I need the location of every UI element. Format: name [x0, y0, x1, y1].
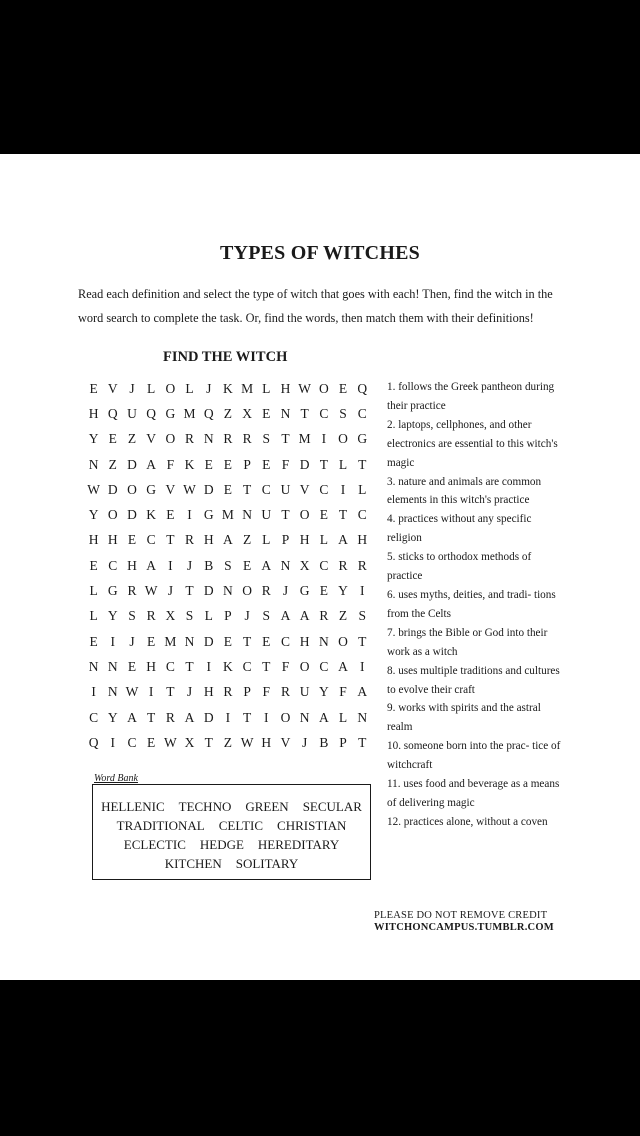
grid-letter: T	[300, 405, 309, 421]
grid-letter: L	[319, 532, 328, 548]
grid-letter: N	[223, 583, 233, 599]
grid-letter: M	[183, 405, 196, 421]
definition-item: 10. someone born into the prac- tice of witchcraft	[387, 740, 561, 772]
grid-letter: Q	[107, 405, 118, 421]
grid-letter: H	[88, 405, 99, 421]
grid-letter: P	[243, 684, 251, 700]
grid-letter: E	[223, 481, 233, 497]
grid-letter: N	[88, 658, 99, 674]
grid-letter: S	[358, 608, 366, 624]
grid-letter: B	[204, 557, 214, 573]
grid-letter: C	[108, 557, 118, 573]
grid-letter: F	[339, 684, 347, 700]
word-bank-word: HELLENIC	[101, 799, 165, 814]
grid-letter: L	[262, 532, 271, 548]
grid-letter: J	[186, 557, 193, 573]
grid-letter: I	[187, 507, 192, 523]
grid-row	[84, 477, 372, 502]
grid-letter: Y	[107, 709, 118, 725]
instructions-text: Read each definition and select the type of witch that goes with each! Then, find the witch in the word search to complete the task. Or, find the words, then match them with their definitions!	[78, 287, 553, 325]
grid-letter: S	[262, 431, 271, 447]
grid-letter: H	[107, 532, 118, 548]
grid-letter: P	[243, 456, 251, 472]
grid-letter: C	[357, 507, 367, 523]
grid-letter: G	[299, 583, 310, 599]
grid-letter: X	[299, 557, 310, 573]
grid-letter: H	[261, 734, 272, 750]
grid-letter: T	[147, 709, 156, 725]
definition-item: 5. sticks to orthodox methods of practice	[387, 551, 532, 583]
word-search-grid	[84, 376, 372, 755]
grid-letter: A	[223, 532, 233, 548]
grid-row	[84, 502, 372, 527]
grid-letter: H	[88, 532, 99, 548]
grid-letter: X	[184, 734, 195, 750]
grid-letter: I	[91, 684, 96, 700]
grid-letter: I	[340, 481, 346, 497]
grid-letter: E	[127, 532, 137, 548]
grid-letter: D	[203, 481, 214, 497]
definition-item: 8. uses multiple traditions and cultures to evolve their craft	[387, 664, 560, 696]
grid-row	[84, 629, 372, 654]
grid-letter: C	[127, 734, 137, 750]
grid-letter: V	[165, 481, 176, 497]
word-bank-line-1	[93, 797, 370, 816]
grid-letter: I	[225, 709, 231, 725]
grid-letter: J	[206, 380, 212, 396]
grid-letter: H	[357, 532, 368, 548]
word-bank-word: TRADITIONAL	[116, 818, 205, 833]
grid-letter: G	[165, 405, 176, 421]
grid-row	[84, 578, 372, 603]
grid-letter: R	[223, 684, 233, 700]
word-bank-line-2	[93, 816, 370, 835]
grid-letter: G	[357, 431, 368, 447]
grid-letter: H	[299, 633, 310, 649]
grid-letter: S	[185, 608, 194, 624]
grid-letter: E	[147, 633, 156, 649]
grid-letter: N	[318, 633, 329, 649]
grid-letter: A	[127, 709, 137, 725]
grid-letter: W	[163, 734, 177, 750]
grid-letter: O	[338, 431, 348, 447]
grid-letter: Q	[88, 734, 99, 750]
grid-letter: I	[359, 583, 365, 599]
grid-letter: S	[262, 608, 271, 624]
grid-letter: O	[242, 583, 252, 599]
definition-item: 7. brings the Bible or God into their work as a witch	[387, 626, 548, 658]
grid-letter: O	[127, 481, 137, 497]
grid-letter: K	[146, 507, 157, 523]
grid-letter: Z	[223, 734, 233, 750]
grid-letter: F	[166, 456, 175, 472]
grid-letter: I	[264, 709, 269, 725]
grid-letter: R	[280, 684, 290, 700]
grid-letter: A	[357, 684, 368, 700]
grid-letter: T	[358, 456, 367, 472]
grid-letter: H	[127, 557, 137, 573]
grid-letter: J	[129, 633, 135, 649]
grid-letter: I	[321, 431, 327, 447]
grid-letter: B	[319, 734, 329, 750]
grid-letter: W	[298, 380, 312, 396]
grid-letter: P	[281, 532, 290, 548]
grid-letter: L	[338, 709, 348, 725]
grid-letter: E	[338, 380, 348, 396]
word-bank-word: SECULAR	[302, 799, 362, 814]
grid-letter: T	[166, 532, 175, 548]
definitions-list	[387, 378, 562, 832]
grid-letter: H	[299, 532, 310, 548]
grid-letter: O	[299, 658, 310, 674]
grid-letter: T	[281, 431, 290, 447]
definition-item: 6. uses myths, deities, and tradi- tions from the Celts	[387, 588, 556, 620]
grid-letter: I	[110, 633, 116, 649]
grid-letter: I	[206, 658, 211, 674]
grid-letter: E	[147, 734, 156, 750]
grid-letter: M	[164, 633, 177, 649]
grid-letter: D	[127, 507, 137, 523]
grid-letter: U	[280, 481, 291, 497]
grid-letter: H	[146, 658, 157, 674]
grid-letter: G	[107, 583, 118, 599]
grid-letter: O	[165, 380, 176, 396]
grid-letter: I	[148, 684, 154, 700]
word-bank-word: CHRISTIAN	[277, 818, 347, 833]
grid-letter: D	[203, 709, 214, 725]
worksheet-page	[0, 154, 640, 980]
grid-letter: L	[185, 380, 194, 396]
grid-letter: P	[224, 608, 232, 624]
grid-letter: L	[204, 608, 213, 624]
grid-letter: E	[108, 431, 117, 447]
grid-letter: R	[319, 608, 329, 624]
grid-letter: V	[107, 380, 118, 396]
grid-row	[84, 654, 372, 679]
grid-letter: W	[125, 684, 139, 700]
grid-letter: P	[339, 734, 347, 750]
grid-letter: Q	[203, 405, 214, 421]
grid-letter: T	[262, 658, 271, 674]
grid-letter: R	[146, 608, 156, 624]
grid-letter: I	[359, 658, 365, 674]
grid-row	[84, 705, 372, 730]
grid-letter: A	[280, 608, 291, 624]
grid-letter: E	[223, 456, 233, 472]
grid-letter: R	[357, 557, 367, 573]
definition-item: 2. laptops, cellphones, and other electronics are essential to this witch's magic	[387, 418, 558, 469]
word-bank-line-4	[93, 854, 370, 873]
word-bank-line-3	[93, 835, 370, 854]
definition-item: 1. follows the Greek pantheon during their practice	[387, 381, 555, 412]
grid-letter: O	[107, 507, 118, 523]
grid-letter: N	[242, 507, 252, 523]
grid-letter: D	[203, 583, 214, 599]
grid-letter: Z	[127, 431, 137, 447]
grid-letter: Z	[108, 456, 117, 472]
grid-letter: V	[280, 734, 291, 750]
grid-letter: R	[165, 709, 175, 725]
grid-row	[84, 376, 372, 401]
grid-letter: F	[262, 684, 271, 700]
grid-letter: O	[165, 431, 176, 447]
definition-item: 3. nature and animals are common elements in this witch's practice	[387, 475, 542, 507]
grid-letter: A	[146, 557, 157, 573]
grid-letter: R	[185, 431, 195, 447]
grid-letter: Q	[357, 380, 368, 396]
grid-letter: O	[338, 633, 348, 649]
grid-letter: C	[319, 557, 329, 573]
grid-letter: H	[203, 684, 214, 700]
grid-letter: I	[168, 557, 173, 573]
grid-letter: D	[299, 456, 310, 472]
grid-letter: J	[167, 583, 173, 599]
grid-letter: A	[146, 456, 157, 472]
grid-letter: K	[184, 456, 195, 472]
grid-letter: O	[280, 709, 291, 725]
grid-letter: U	[299, 684, 310, 700]
word-bank-label: Word Bank	[94, 773, 138, 784]
grid-letter: E	[242, 557, 252, 573]
grid-letter: A	[318, 709, 329, 725]
grid-letter: A	[184, 709, 195, 725]
credit-notice	[374, 910, 554, 933]
grid-letter: C	[319, 481, 329, 497]
grid-letter: S	[128, 608, 136, 624]
grid-letter: Y	[107, 608, 118, 624]
word-bank-word: SOLITARY	[235, 856, 299, 871]
grid-letter: C	[165, 658, 175, 674]
grid-letter: E	[262, 405, 271, 421]
grid-letter: J	[129, 380, 135, 396]
grid-letter: M	[221, 507, 234, 523]
grid-letter: M	[241, 380, 254, 396]
grid-letter: W	[183, 481, 196, 497]
definition-item: 4. practices without any specific religion	[387, 513, 532, 545]
grid-letter: L	[262, 380, 271, 396]
grid-letter: R	[338, 557, 348, 573]
grid-letter: C	[280, 633, 290, 649]
page-title: TYPES OF WITCHES	[220, 242, 420, 264]
grid-letter: V	[299, 481, 310, 497]
grid-letter: T	[358, 734, 367, 750]
grid-row	[84, 427, 372, 452]
grid-letter: X	[165, 608, 176, 624]
word-search-title: FIND THE WITCH	[163, 349, 288, 365]
definition-item: 12. practices alone, without a coven	[387, 815, 548, 828]
grid-letter: S	[224, 557, 232, 573]
grid-letter: W	[144, 583, 158, 599]
grid-letter: J	[282, 583, 289, 599]
grid-row	[84, 680, 372, 705]
grid-letter: T	[185, 583, 194, 599]
grid-row	[84, 604, 372, 629]
grid-letter: C	[242, 658, 252, 674]
grid-letter: S	[339, 405, 347, 421]
grid-letter: C	[89, 709, 99, 725]
grid-letter: E	[319, 583, 328, 599]
grid-letter: L	[89, 608, 98, 624]
word-bank-box	[92, 784, 371, 880]
grid-letter: N	[280, 557, 291, 573]
grid-letter: Y	[88, 431, 99, 447]
grid-letter: X	[242, 405, 252, 421]
grid-letter: A	[338, 658, 348, 674]
grid-letter: N	[280, 405, 291, 421]
grid-letter: L	[338, 456, 348, 472]
credit-text: PLEASE DO NOT REMOVE CREDIT	[374, 910, 548, 921]
grid-letter: U	[127, 405, 137, 421]
grid-letter: J	[186, 684, 193, 700]
grid-row	[84, 553, 372, 578]
grid-letter: C	[357, 405, 367, 421]
grid-letter: Z	[242, 532, 252, 548]
grid-row	[84, 730, 372, 755]
grid-letter: A	[338, 532, 348, 548]
grid-letter: D	[107, 481, 118, 497]
word-bank-word: ECLECTIC	[123, 837, 186, 852]
grid-letter: R	[242, 431, 252, 447]
grid-letter: N	[107, 658, 118, 674]
grid-letter: C	[319, 658, 329, 674]
grid-letter: F	[281, 658, 290, 674]
grid-letter: A	[261, 557, 272, 573]
word-bank-word: HEDGE	[199, 837, 244, 852]
grid-letter: C	[319, 405, 329, 421]
word-bank-word: HEREDITARY	[257, 837, 340, 852]
grid-letter: R	[127, 583, 137, 599]
grid-letter: N	[357, 709, 368, 725]
grid-letter: Q	[146, 405, 157, 421]
word-bank-word: CELTIC	[218, 818, 264, 833]
grid-letter: N	[107, 684, 118, 700]
grid-letter: T	[166, 684, 175, 700]
grid-letter: L	[89, 583, 98, 599]
grid-letter: E	[89, 380, 98, 396]
grid-letter: F	[281, 456, 290, 472]
grid-letter: M	[298, 431, 311, 447]
grid-letter: C	[146, 532, 156, 548]
grid-letter: L	[358, 481, 367, 497]
grid-letter: T	[242, 481, 252, 497]
grid-letter: R	[223, 431, 233, 447]
grid-letter: E	[319, 507, 328, 523]
grid-letter: E	[166, 507, 175, 523]
grid-letter: J	[302, 734, 308, 750]
grid-letter: W	[87, 481, 100, 497]
grid-letter: K	[223, 658, 233, 674]
grid-letter: T	[281, 507, 290, 523]
word-bank-word: KITCHEN	[164, 856, 222, 871]
grid-letter: E	[89, 557, 98, 573]
word-bank-word: GREEN	[245, 799, 289, 814]
grid-letter: Y	[338, 583, 348, 599]
grid-letter: K	[223, 380, 233, 396]
grid-letter: T	[242, 709, 252, 725]
grid-letter: T	[358, 633, 367, 649]
grid-letter: L	[147, 380, 156, 396]
grid-letter: E	[262, 456, 271, 472]
grid-letter: E	[89, 633, 98, 649]
grid-letter: T	[242, 633, 252, 649]
grid-letter: N	[184, 633, 195, 649]
grid-letter: U	[261, 507, 272, 523]
definition-item: 9. works with spirits and the astral realm	[387, 702, 541, 734]
grid-letter: W	[240, 734, 254, 750]
grid-letter: D	[127, 456, 137, 472]
grid-letter: T	[338, 507, 348, 523]
grid-letter: H	[203, 532, 214, 548]
grid-letter: O	[299, 507, 310, 523]
grid-letter: J	[244, 608, 250, 624]
grid-letter: Y	[318, 684, 329, 700]
grid-letter: D	[203, 633, 214, 649]
grid-letter: Z	[223, 405, 233, 421]
grid-letter: T	[185, 658, 194, 674]
grid-letter: I	[110, 734, 116, 750]
grid-letter: N	[88, 456, 99, 472]
grid-letter: O	[318, 380, 329, 396]
grid-letter: E	[204, 456, 213, 472]
grid-letter: E	[127, 658, 137, 674]
grid-letter: R	[261, 583, 271, 599]
grid-letter: G	[203, 507, 214, 523]
grid-letter: T	[319, 456, 328, 472]
grid-letter: G	[146, 481, 157, 497]
grid-letter: T	[204, 734, 213, 750]
grid-letter: C	[261, 481, 271, 497]
grid-row	[84, 401, 372, 426]
credit-url: WITCHONCAMPUS.TUMBLR.COM	[374, 921, 554, 933]
grid-letter: Z	[338, 608, 348, 624]
grid-letter: E	[223, 633, 233, 649]
definition-item: 11. uses food and beverage as a means of delivering magic	[387, 778, 560, 809]
grid-letter: E	[262, 633, 271, 649]
grid-letter: Y	[88, 507, 99, 523]
grid-letter: N	[299, 709, 310, 725]
grid-letter: N	[203, 431, 214, 447]
grid-letter: V	[146, 431, 157, 447]
grid-letter: A	[299, 608, 310, 624]
word-bank-word: TECHNO	[178, 799, 232, 814]
grid-row	[84, 452, 372, 477]
grid-letter: H	[280, 380, 291, 396]
grid-row	[84, 528, 372, 553]
grid-letter: R	[185, 532, 195, 548]
